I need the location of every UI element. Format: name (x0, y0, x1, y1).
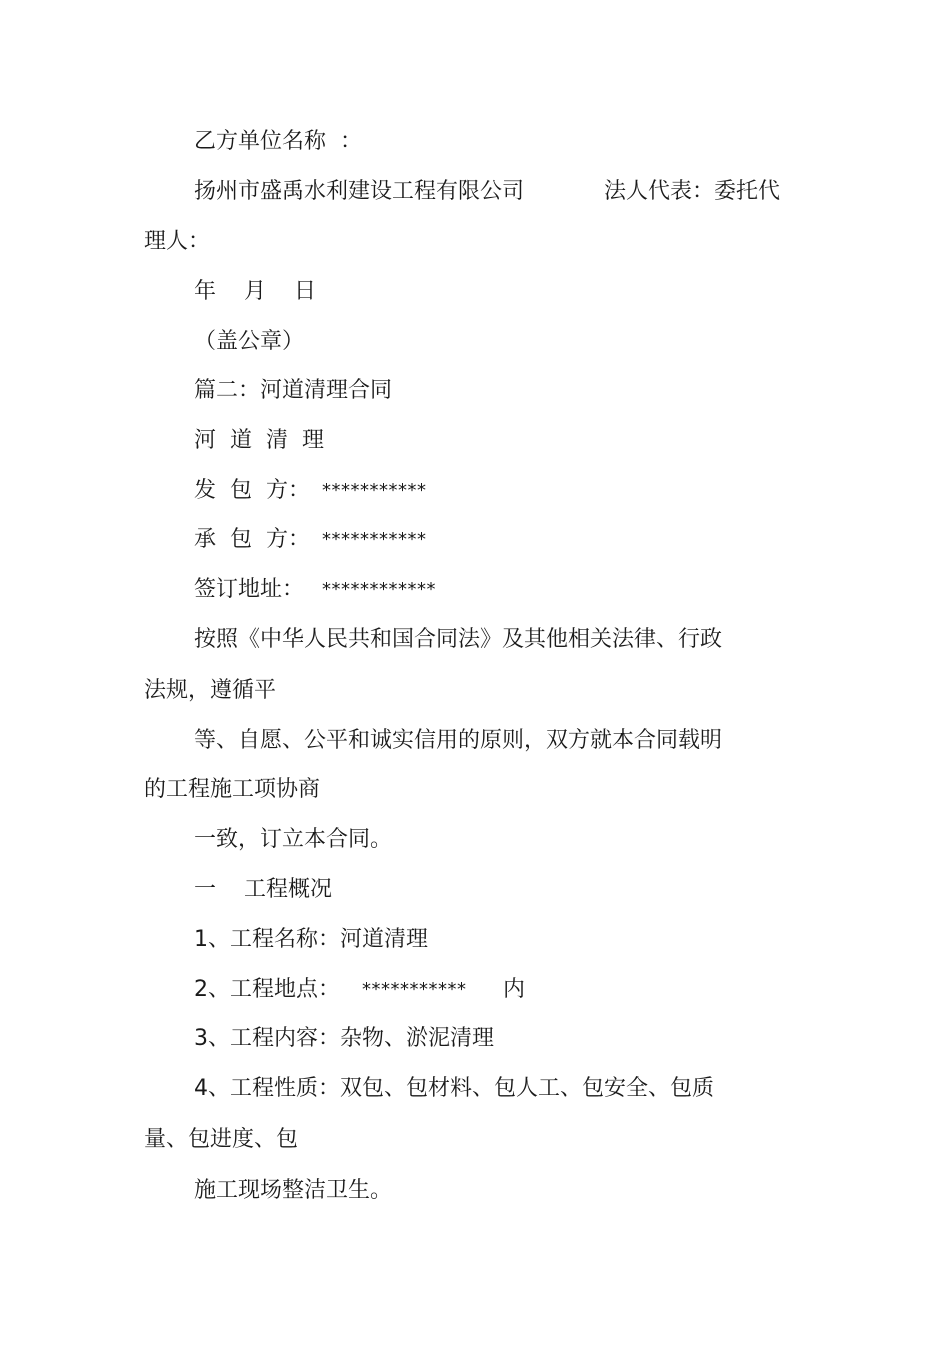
paragraph-line: 量、包进度、包 (144, 1127, 299, 1152)
contractor-issuer-label: 发 包 方： (194, 478, 310, 503)
contract-title: 河 道 清 理 (194, 428, 324, 453)
company-name: 扬州市盛禹水利建设工程有限公司 (194, 179, 525, 204)
signing-address-label: 签订地址： (194, 577, 305, 602)
project-name-item: 1、工程名称：河道清理 (194, 927, 428, 952)
project-nature-item: 4、工程性质：双包、包材料、包人工、包安全、包质 (194, 1076, 714, 1101)
project-location-label: 2、工程地点： (194, 977, 340, 1002)
project-location-suffix: 内 (503, 977, 526, 1002)
date-line: 年 月 日 (194, 279, 316, 304)
paragraph-line: 法规，遵循平 (144, 678, 277, 703)
contractor-value: *********** (322, 529, 427, 550)
signing-address-value: ************ (322, 579, 436, 600)
project-content-item: 3、工程内容：杂物、淤泥清理 (194, 1026, 494, 1051)
paragraph-line: 施工现场整洁卫生。 (194, 1178, 393, 1203)
section-heading: 篇二：河道清理合同 (194, 378, 393, 403)
company-seal-label: （盖公章） (194, 329, 305, 354)
contractor-label: 承 包 方： (194, 527, 310, 552)
agent-label: 理人： (144, 229, 211, 254)
legal-representative-label: 法人代表：委托代 (604, 179, 781, 204)
section-title-overview: 一 工程概况 (194, 877, 332, 902)
contractor-issuer-value: *********** (322, 480, 427, 501)
paragraph-line: 的工程施工项协商 (144, 777, 321, 802)
paragraph-line: 一致，订立本合同。 (194, 827, 393, 852)
paragraph-line: 等、自愿、公平和诚实信用的原则，双方就本合同载明 (194, 728, 723, 753)
project-location-value: *********** (362, 979, 467, 1000)
paragraph-line: 按照《中华人民共和国合同法》及其他相关法律、行政 (194, 627, 723, 652)
party-b-name-label: 乙方单位名称 ： (194, 129, 362, 154)
